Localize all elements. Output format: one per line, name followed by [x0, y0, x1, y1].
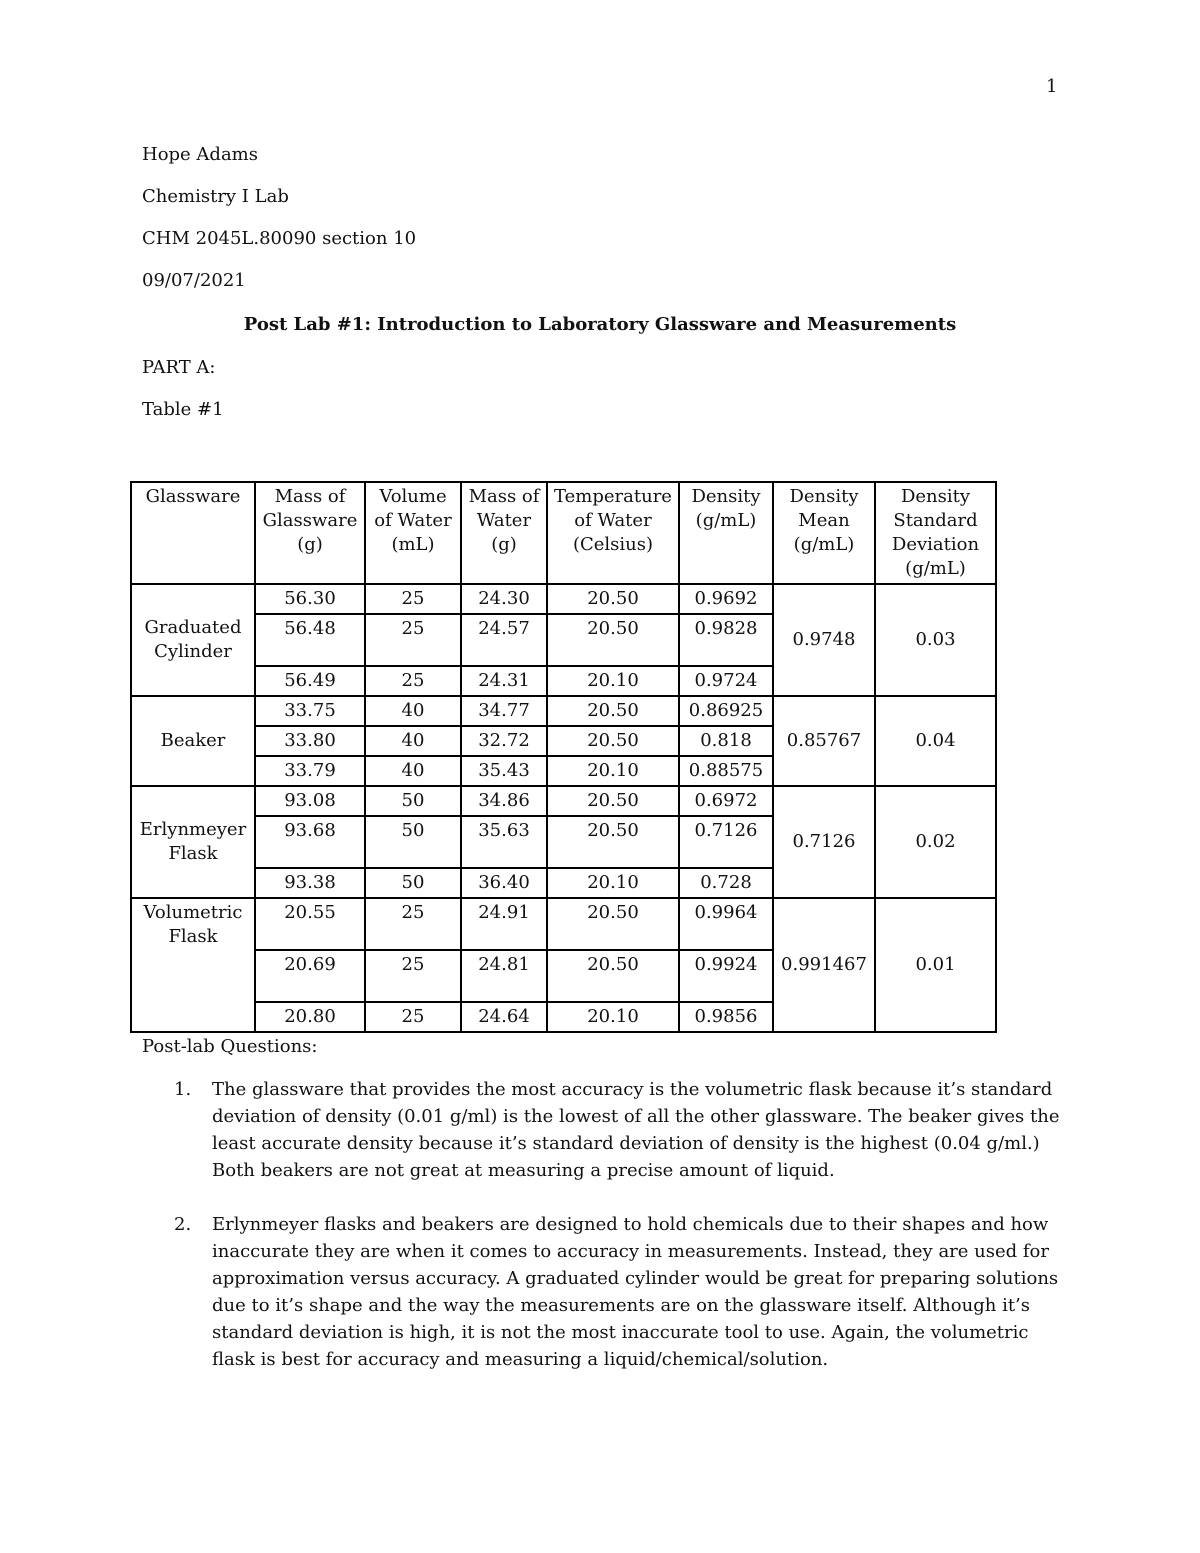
table-row: [131, 696, 996, 726]
questions-heading: Post-lab Questions:: [142, 1036, 318, 1057]
temperature-cell: 20.50: [547, 614, 679, 666]
density-cell: 0.9692: [679, 584, 773, 614]
header-density-std: Density Standard Deviation (g/mL): [875, 482, 996, 584]
glassware-name: Graduated Cylinder: [131, 584, 255, 696]
mass-glassware-cell: 93.08: [255, 786, 365, 816]
question-item: [174, 1211, 1062, 1373]
mass-glassware-cell: 93.68: [255, 816, 365, 868]
table-row: [131, 898, 996, 950]
temperature-cell: 20.10: [547, 1002, 679, 1032]
question-text: Erlynmeyer flasks and beakers are designed to hold chemicals due to their shapes and how inaccurate they are when it comes to accuracy in measurements. Instead, they are used for approximation versus accuracy. A graduated cylinder would be great for preparing solutions due to it’s shape and the way the measurements are on the glassware itself. Although it’s standard deviation is high, it is not the most inaccurate tool to use. Again, the volumetric flask is best for accuracy and measuring a liquid/chemical/solution.: [212, 1214, 1059, 1370]
mass-water-cell: 35.43: [461, 756, 547, 786]
density-cell: 0.728: [679, 868, 773, 898]
question-number: 2.: [174, 1214, 192, 1235]
glassware-name: Beaker: [131, 696, 255, 786]
volume-cell: 25: [365, 584, 461, 614]
mass-water-cell: 32.72: [461, 726, 547, 756]
density-std-cell: 0.01: [875, 898, 996, 1032]
density-cell: 0.9856: [679, 1002, 773, 1032]
mass-glassware-cell: 20.80: [255, 1002, 365, 1032]
density-cell: 0.818: [679, 726, 773, 756]
mass-glassware-cell: 20.69: [255, 950, 365, 1002]
density-table: [130, 481, 997, 1033]
header-density-mean: Density Mean (g/mL): [773, 482, 875, 584]
table-header-row: [131, 482, 996, 584]
table-row: [131, 786, 996, 816]
density-cell: 0.9724: [679, 666, 773, 696]
volume-cell: 25: [365, 950, 461, 1002]
course-name: Chemistry I Lab: [142, 186, 289, 207]
table-label: Table #1: [142, 399, 224, 420]
mass-water-cell: 34.86: [461, 786, 547, 816]
report-date: 09/07/2021: [142, 270, 246, 291]
density-std-cell: 0.02: [875, 786, 996, 898]
part-label: PART A:: [142, 357, 216, 378]
density-cell: 0.9924: [679, 950, 773, 1002]
mass-water-cell: 24.81: [461, 950, 547, 1002]
density-cell: 0.9964: [679, 898, 773, 950]
glassware-name: Volumetric Flask: [131, 898, 255, 1032]
question-item: [174, 1076, 1062, 1184]
density-cell: 0.86925: [679, 696, 773, 726]
course-section: CHM 2045L.80090 section 10: [142, 228, 417, 249]
page-title: Post Lab #1: Introduction to Laboratory Glassware and Measurements: [243, 314, 957, 335]
page-number: 1: [1046, 76, 1058, 97]
density-cell: 0.88575: [679, 756, 773, 786]
mass-water-cell: 24.64: [461, 1002, 547, 1032]
temperature-cell: 20.50: [547, 726, 679, 756]
density-std-cell: 0.04: [875, 696, 996, 786]
temperature-cell: 20.50: [547, 584, 679, 614]
density-cell: 0.7126: [679, 816, 773, 868]
volume-cell: 40: [365, 756, 461, 786]
temperature-cell: 20.50: [547, 898, 679, 950]
mass-water-cell: 35.63: [461, 816, 547, 868]
mass-water-cell: 24.31: [461, 666, 547, 696]
volume-cell: 40: [365, 726, 461, 756]
header-volume-water: Volume of Water (mL): [365, 482, 461, 584]
density-mean-cell: 0.85767: [773, 696, 875, 786]
mass-glassware-cell: 33.75: [255, 696, 365, 726]
header-mass-glassware: Mass of Glassware (g): [255, 482, 365, 584]
density-cell: 0.6972: [679, 786, 773, 816]
mass-glassware-cell: 93.38: [255, 868, 365, 898]
mass-water-cell: 34.77: [461, 696, 547, 726]
question-text: The glassware that provides the most accuracy is the volumetric flask because it’s standard deviation of density (0.01 g/ml) is the lowest of all the other glassware. The beaker gives the least accurate density because it’s standard deviation of density is the highest (0.04 g/ml.) Both beakers are not great at measuring a precise amount of liquid.: [212, 1079, 1060, 1181]
temperature-cell: 20.10: [547, 666, 679, 696]
density-mean-cell: 0.7126: [773, 786, 875, 898]
temperature-cell: 20.50: [547, 786, 679, 816]
header-glassware: Glassware: [131, 482, 255, 584]
temperature-cell: 20.50: [547, 950, 679, 1002]
volume-cell: 50: [365, 868, 461, 898]
author-name: Hope Adams: [142, 144, 258, 165]
mass-glassware-cell: 56.30: [255, 584, 365, 614]
volume-cell: 40: [365, 696, 461, 726]
header-temperature: Temperature of Water (Celsius): [547, 482, 679, 584]
table-row: [131, 584, 996, 614]
temperature-cell: 20.50: [547, 816, 679, 868]
mass-water-cell: 24.30: [461, 584, 547, 614]
volume-cell: 25: [365, 614, 461, 666]
volume-cell: 25: [365, 1002, 461, 1032]
volume-cell: 25: [365, 666, 461, 696]
density-cell: 0.9828: [679, 614, 773, 666]
mass-water-cell: 36.40: [461, 868, 547, 898]
mass-glassware-cell: 56.49: [255, 666, 365, 696]
header-density: Density (g/mL): [679, 482, 773, 584]
volume-cell: 50: [365, 786, 461, 816]
header-mass-water: Mass of Water (g): [461, 482, 547, 584]
mass-glassware-cell: 33.80: [255, 726, 365, 756]
mass-water-cell: 24.91: [461, 898, 547, 950]
mass-glassware-cell: 33.79: [255, 756, 365, 786]
mass-glassware-cell: 56.48: [255, 614, 365, 666]
question-number: 1.: [174, 1079, 192, 1100]
mass-glassware-cell: 20.55: [255, 898, 365, 950]
glassware-name: Erlynmeyer Flask: [131, 786, 255, 898]
density-mean-cell: 0.991467: [773, 898, 875, 1032]
temperature-cell: 20.10: [547, 756, 679, 786]
volume-cell: 50: [365, 816, 461, 868]
density-std-cell: 0.03: [875, 584, 996, 696]
temperature-cell: 20.10: [547, 868, 679, 898]
temperature-cell: 20.50: [547, 696, 679, 726]
density-mean-cell: 0.9748: [773, 584, 875, 696]
mass-water-cell: 24.57: [461, 614, 547, 666]
volume-cell: 25: [365, 898, 461, 950]
